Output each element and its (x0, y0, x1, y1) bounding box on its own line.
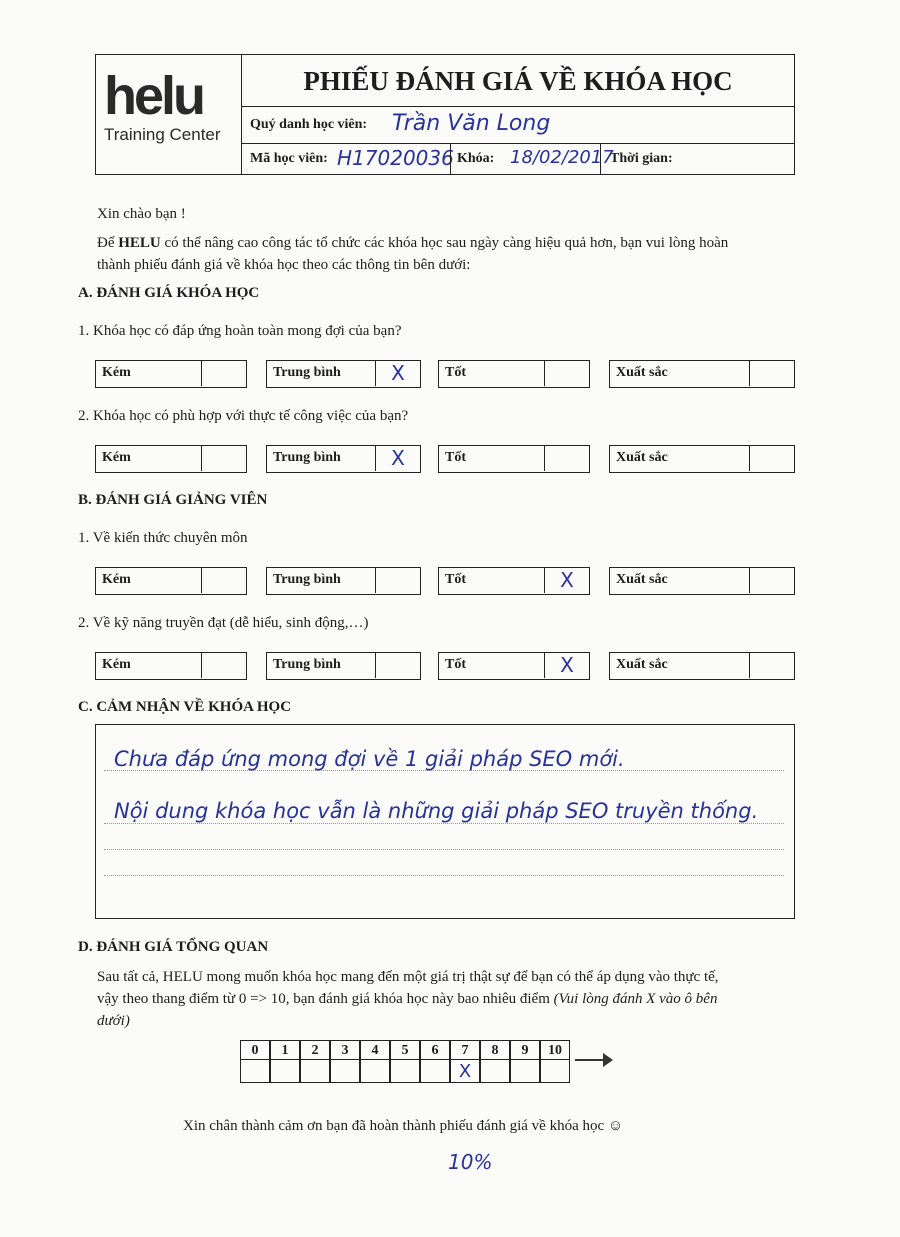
intro-text-line1: có thể nâng cao công tác tổ chức các khóa học sau ngày càng hiệu quả hơn, bạn vui lòng hoàn (160, 235, 729, 251)
section-d-title: D. ĐÁNH GIÁ TỔNG QUAN (78, 939, 269, 955)
question-b1: 1. Về kiến thức chuyên môn (78, 530, 248, 546)
option-label: Kém (102, 657, 131, 672)
scale-checkbox[interactable] (510, 1059, 540, 1083)
handwritten-note: 10% (448, 1150, 493, 1174)
scale-checkbox[interactable] (300, 1059, 330, 1083)
logo-text: helu (104, 66, 204, 126)
scale-checkbox[interactable] (540, 1059, 570, 1083)
option-label: Xuất sắc (616, 657, 668, 672)
divider (450, 144, 451, 174)
student-id-row (242, 144, 794, 174)
comment-line-1: Chưa đáp ứng mong đợi về 1 giải pháp SEO mới. (114, 747, 625, 771)
option-checkbox[interactable]: X (375, 361, 420, 386)
option-good (438, 567, 590, 595)
scale-number: 9 (510, 1040, 540, 1060)
intro-paragraph (97, 232, 807, 276)
option-label: Kém (102, 365, 131, 380)
intro-text-pre: Để (97, 235, 119, 251)
option-checkbox[interactable] (201, 361, 246, 386)
section-d-text-line1: Sau tất cả, HELU mong muốn khóa học mang đến một giá trị thật sự để bạn có thể áp dụng vào thực tế, (97, 969, 719, 985)
option-label: Tốt (445, 365, 466, 380)
scale-number: 6 (420, 1040, 450, 1060)
question-a2: 2. Khóa học có phù hợp với thực tế công việc của bạn? (78, 408, 409, 424)
option-excellent (609, 652, 795, 680)
scale-checkbox[interactable] (480, 1059, 510, 1083)
question-b2: 2. Về kỹ năng truyền đạt (dễ hiểu, sinh động,…) (78, 615, 369, 631)
option-checkbox[interactable] (544, 361, 589, 386)
option-label: Xuất sắc (616, 450, 668, 465)
option-checkbox[interactable] (201, 446, 246, 471)
option-checkbox[interactable] (749, 653, 794, 678)
scale-checkbox[interactable] (420, 1059, 450, 1083)
student-name-row (242, 107, 794, 144)
option-good (438, 360, 590, 388)
scale-checkbox[interactable] (240, 1059, 270, 1083)
section-a-title: A. ĐÁNH GIÁ KHÓA HỌC (78, 285, 260, 301)
scale-checkbox[interactable] (360, 1059, 390, 1083)
option-checkbox[interactable]: X (544, 568, 589, 593)
option-label: Xuất sắc (616, 365, 668, 380)
scale-checkbox[interactable] (330, 1059, 360, 1083)
option-poor (95, 567, 247, 595)
form-title: PHIẾU ĐÁNH GIÁ VỀ KHÓA HỌC (242, 55, 794, 107)
option-average (266, 445, 421, 473)
greeting: Xin chào bạn ! (97, 206, 186, 222)
option-label: Tốt (445, 450, 466, 465)
option-label: Kém (102, 450, 131, 465)
thanks-message: Xin chân thành cảm ơn bạn đã hoàn thành phiếu đánh giá về khóa học ☺ (183, 1118, 624, 1134)
option-label: Tốt (445, 572, 466, 587)
option-checkbox[interactable] (749, 446, 794, 471)
option-checkbox[interactable] (375, 653, 420, 678)
option-checkbox[interactable] (749, 568, 794, 593)
section-c-title: C. CẢM NHẬN VỀ KHÓA HỌC (78, 699, 292, 715)
student-name-value: Trần Văn Long (392, 111, 551, 136)
option-good (438, 445, 590, 473)
option-poor (95, 652, 247, 680)
course-label: Khóa: (457, 151, 495, 166)
rating-row-b2 (0, 652, 900, 680)
student-name-label: Quý danh học viên: (250, 117, 368, 132)
scale-number: 1 (270, 1040, 300, 1060)
option-excellent (609, 567, 795, 595)
section-d-text-line2: vậy theo thang điểm từ 0 => 10, bạn đánh giá khóa học này bao nhiêu điểm (97, 991, 550, 1007)
scale-number: 8 (480, 1040, 510, 1060)
comment-box[interactable] (95, 724, 795, 919)
option-excellent (609, 445, 795, 473)
scale-number: 3 (330, 1040, 360, 1060)
option-checkbox[interactable]: X (544, 653, 589, 678)
comment-line-2: Nội dung khóa học vẫn là những giải pháp SEO truyền thống. (114, 799, 759, 823)
divider (600, 144, 601, 174)
course-value: 18/02/2017 (510, 147, 614, 168)
scale-number: 0 (240, 1040, 270, 1060)
option-label: Trung bình (273, 365, 341, 380)
rating-row-b1 (0, 567, 900, 595)
option-average (266, 360, 421, 388)
option-checkbox[interactable]: X (375, 446, 420, 471)
score-scale (240, 1040, 620, 1090)
section-d-instruction-end: dưới) (97, 1013, 130, 1029)
scale-number: 5 (390, 1040, 420, 1060)
section-b-title: B. ĐÁNH GIÁ GIẢNG VIÊN (78, 492, 268, 508)
logo (96, 55, 242, 174)
section-d-paragraph (97, 966, 817, 1032)
option-label: Trung bình (273, 450, 341, 465)
scale-checkbox[interactable]: X (450, 1059, 480, 1083)
scale-arrow (575, 1050, 615, 1070)
option-checkbox[interactable] (375, 568, 420, 593)
option-excellent (609, 360, 795, 388)
option-checkbox[interactable] (749, 361, 794, 386)
scale-checkbox[interactable] (270, 1059, 300, 1083)
option-checkbox[interactable] (201, 653, 246, 678)
scale-number: 10 (540, 1040, 570, 1060)
option-checkbox[interactable] (201, 568, 246, 593)
question-a1: 1. Khóa học có đáp ứng hoàn toàn mong đợi của bạn? (78, 323, 402, 339)
scale-number: 2 (300, 1040, 330, 1060)
option-label: Tốt (445, 657, 466, 672)
dotted-line (104, 849, 784, 850)
option-poor (95, 445, 247, 473)
scale-checkbox[interactable] (390, 1059, 420, 1083)
student-id-value: H17020036 (337, 146, 454, 170)
form-header (95, 54, 795, 175)
scale-number: 7 (450, 1040, 480, 1060)
option-label: Trung bình (273, 657, 341, 672)
option-label: Trung bình (273, 572, 341, 587)
intro-text-line2: thành phiếu đánh giá về khóa học theo các thông tin bên dưới: (97, 257, 471, 273)
rating-row-a2 (0, 445, 900, 473)
dotted-line (104, 875, 784, 876)
section-d-instruction: (Vui lòng đánh X vào ô bên (553, 991, 718, 1007)
student-id-label: Mã học viên: (250, 151, 328, 166)
option-label: Kém (102, 572, 131, 587)
rating-row-a1 (0, 360, 900, 388)
time-label: Thời gian: (610, 151, 673, 166)
option-label: Xuất sắc (616, 572, 668, 587)
option-checkbox[interactable] (544, 446, 589, 471)
option-average (266, 567, 421, 595)
scale-number: 4 (360, 1040, 390, 1060)
option-good (438, 652, 590, 680)
logo-subtitle: Training Center (104, 125, 221, 144)
intro-brand: HELU (118, 235, 161, 251)
option-poor (95, 360, 247, 388)
dotted-line (104, 823, 784, 824)
option-average (266, 652, 421, 680)
